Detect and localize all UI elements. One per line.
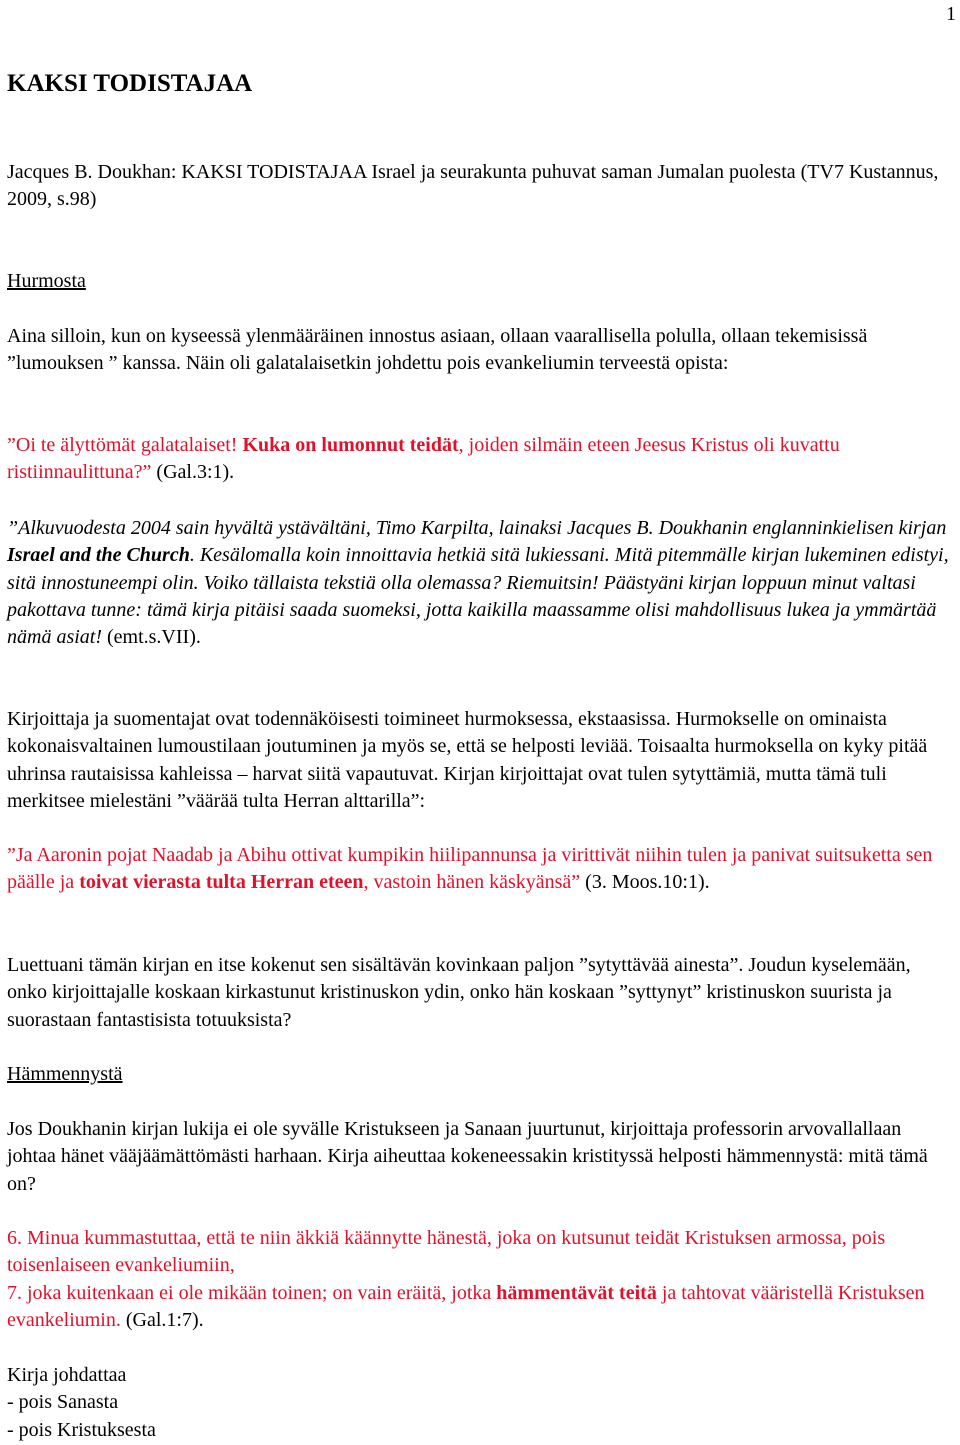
quote-text: ”Alkuvuodesta 2004 sain hyvältä ystävältäni, Timo Karpilta, lainaksi Jacques B. Doukhanin englanninkielisen kirjan	[7, 517, 947, 539]
verse-emphasis: hämmentävät teitä	[496, 1281, 657, 1304]
quote-reference: (3. Moos.10:1).	[580, 871, 710, 894]
verse-6: 6. Minua kummastuttaa, että te niin äkkiä käännytte hänestä, joka on kutsunut teidät Kristuksen armossa, pois toisenlaiseen evankeliumiin,	[7, 1227, 886, 1277]
quote-text: , vastoin hänen käskyänsä”	[363, 871, 581, 894]
quote-reference: (Gal.1:7).	[120, 1308, 204, 1331]
paragraph-kirjoittaja: Kirjoittaja ja suomentajat ovat todennäköisesti toimineet hurmoksessa, ekstaasissa. Hurmokselle on ominaista kokonaisvaltainen lumoustilaan joutuminen ja myös se, että se helposti leviää. Toisaalta hurmoksella on kyky pitää uhrinsa rautaisissa kahleissa – harvat siitä vapautuvat. Kirjan kirjoittajat ovat tulen sytyttämiä, mutta tämä tuli merkitsee mielestäni ”väärää tulta Herran alttarilla”:	[7, 708, 928, 812]
source-citation: Jacques B. Doukhan: KAKSI TODISTAJAA Israel ja seurakunta puhuvat saman Jumalan puolesta (TV7 Kustannus, 2009, s.98)	[7, 161, 939, 211]
paragraph-luettuani: Luettuani tämän kirjan en itse kokenut sen sisältävän kovinkaan paljon ”sytyttävää ainesta”. Joudun kyselemään, onko kirjoittajalle koskaan kirkastunut kristinuskon ydin, onko hän koskaan ”syttynyt” kristinuskon suurista ja suorastaan fantastisista totuuksista?	[7, 954, 911, 1031]
verse-text: ja tahtovat vääristellä Kristuksen evankeliumin.	[7, 1281, 925, 1331]
list-item: - pois Kristuksesta	[7, 1418, 156, 1441]
paragraph-jos: Jos Doukhanin kirjan lukija ei ole syvälle Kristukseen ja Sanaan juurtunut, kirjoittaja professorin arvovallallaan johtaa hänet vääjäämättömästi harhaan. Kirja aiheuttaa kokeneessakin kristityssä helposti hämmennystä: mitä tämä on?	[7, 1118, 928, 1195]
heading-hurmosta: Hurmosta	[7, 270, 86, 292]
quote-galatians-3	[7, 432, 955, 487]
intro-paragraph: Aina silloin, kun on kyseessä ylenmääräinen innostus asiaan, ollaan vaarallisella polulla, ollaan tekemisissä ”lumouksen ” kanssa. Näin oli galatalaisetkin johdettu pois evankeliumin terveestä opista:	[7, 325, 868, 375]
quote-reference: (Gal.3:1).	[151, 461, 235, 484]
verse-7	[7, 1280, 955, 1335]
quote-text: ”Oi te älyttömät galatalaiset!	[7, 434, 243, 456]
quote-galatians-1	[7, 1225, 955, 1334]
quote-reference: (emt.s.VII).	[102, 626, 201, 649]
page-number: 1	[946, 3, 956, 25]
document-title: KAKSI TODISTAJAA	[7, 70, 253, 97]
verse-text: 7. joka kuitenkaan ei ole mikään toinen; on vain eräitä, jotka	[7, 1281, 497, 1304]
quote-text: ”Ja Aaronin pojat Naadab ja Abihu ottivat kumpikin hiilipannunsa ja virittivät niihin tulen ja panivat suitsuketta sen päälle ja	[7, 844, 933, 894]
quote-foreword	[7, 515, 955, 651]
quote-emphasis: Kuka on lumonnut teidät	[242, 434, 459, 456]
quote-text: , joiden silmäin eteen Jeesus Kristus oli kuvattu ristiinnaulittuna?”	[7, 434, 840, 484]
quote-text: . Kesälomalla koin innoittavia hetkiä sitä lukiessani. Mitä pitemmälle kirjan lukeminen edistyi, sitä innostuneempi olin. Voiko tällaista tekstiä olla olemassa? Riemuitsin! Päästyäni kirjan loppuun minut valtasi pakottava tunne: tämä kirja pitäisi saada suomeksi, jotta kaikilla maassamme olisi mahdollisuus lukea ja ymmärtää nämä asiat!	[7, 544, 949, 649]
conclusion-list	[7, 1362, 955, 1444]
quote-emphasis: toivat vierasta tulta Herran eteen	[79, 871, 364, 894]
list-item: - pois Sanasta	[7, 1391, 119, 1414]
book-title: Israel and the Church	[7, 544, 190, 567]
list-intro: Kirja johdattaa	[7, 1364, 127, 1386]
heading-hammennysta: Hämmennystä	[7, 1063, 123, 1085]
quote-moses-10	[7, 842, 955, 897]
